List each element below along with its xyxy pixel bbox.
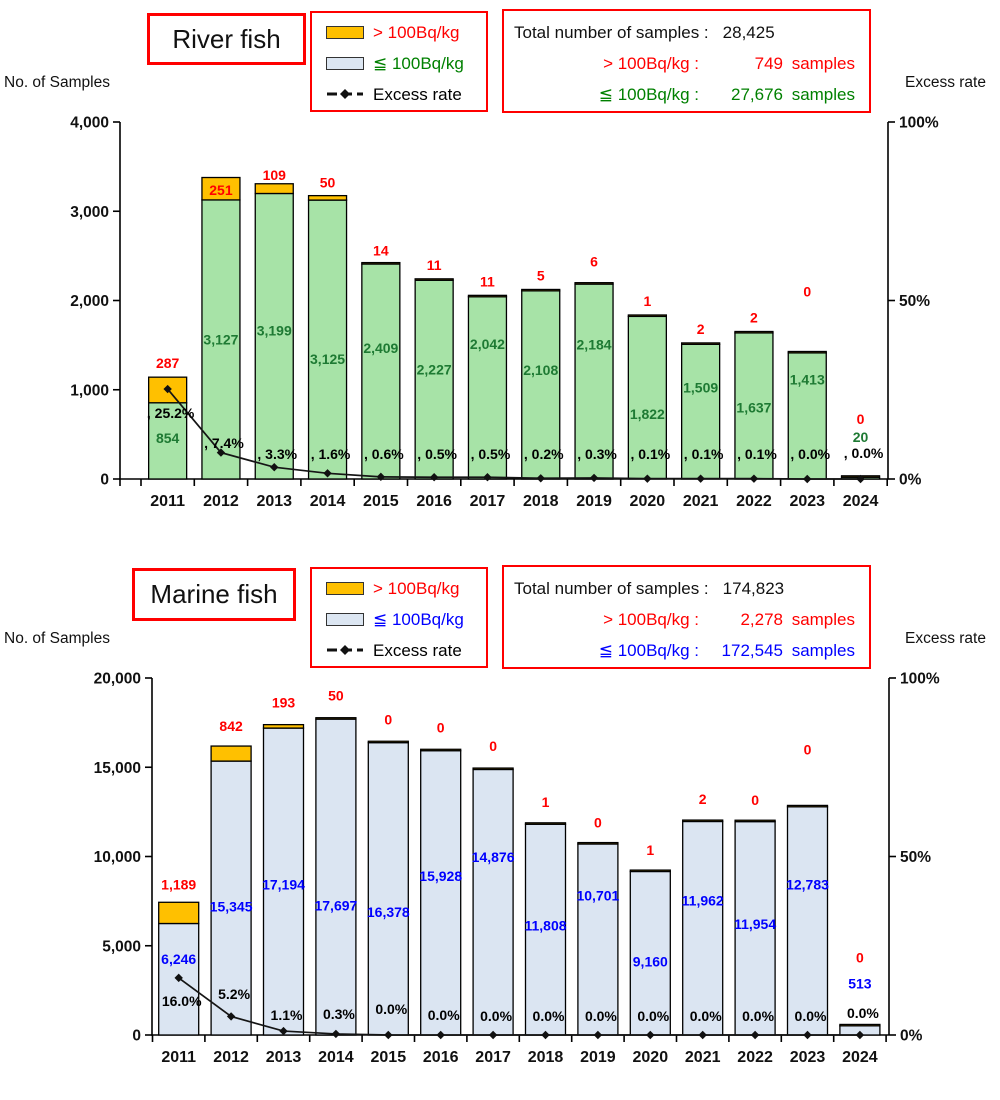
- marine-fish-chart-section: [0, 556, 1000, 1100]
- svg-text:, 0.5%: , 0.5%: [417, 446, 458, 462]
- svg-text:2016: 2016: [422, 1049, 459, 1066]
- svg-text:, 0.6%: , 0.6%: [363, 446, 404, 462]
- svg-text:0: 0: [751, 792, 759, 809]
- svg-text:6,246: 6,246: [161, 951, 197, 968]
- svg-text:0.0%: 0.0%: [584, 1008, 617, 1024]
- svg-text:, 0.0%: , 0.0%: [843, 445, 884, 461]
- svg-text:193: 193: [271, 694, 296, 711]
- svg-text:2012: 2012: [203, 493, 239, 510]
- svg-text:17,697: 17,697: [314, 897, 358, 914]
- river-stats-box: [502, 9, 871, 113]
- legend-item-under: [326, 48, 486, 79]
- svg-text:, 0.5%: , 0.5%: [470, 446, 511, 462]
- svg-text:, 0.1%: , 0.1%: [737, 446, 777, 462]
- svg-text:251: 251: [209, 181, 233, 198]
- chart-title-text: Marine fish: [150, 579, 278, 609]
- legend-rate-label: Excess rate: [373, 640, 462, 660]
- svg-text:2015: 2015: [363, 493, 399, 510]
- svg-text:12,783: 12,783: [786, 876, 829, 893]
- stats-under-unit: samples: [791, 84, 855, 104]
- stats-total-row: [514, 573, 855, 604]
- svg-text:100%: 100%: [900, 670, 940, 688]
- svg-text:15,928: 15,928: [419, 867, 463, 884]
- legend-over-label: > 100Bq/kg: [373, 22, 460, 42]
- svg-text:3,000: 3,000: [70, 203, 109, 221]
- svg-text:6: 6: [590, 253, 598, 270]
- svg-text:0.0%: 0.0%: [637, 1008, 670, 1024]
- svg-text:11: 11: [426, 256, 442, 273]
- svg-text:2018: 2018: [527, 1049, 564, 1066]
- legend-item-rate: [326, 635, 486, 666]
- svg-text:2023: 2023: [789, 1049, 826, 1066]
- svg-text:0.0%: 0.0%: [689, 1008, 722, 1024]
- svg-text:, 3.3%: , 3.3%: [257, 446, 298, 462]
- legend-item-over: [326, 17, 486, 48]
- svg-text:, 0.0%: , 0.0%: [790, 446, 831, 462]
- svg-text:0: 0: [594, 814, 602, 831]
- svg-text:2,108: 2,108: [523, 361, 559, 378]
- svg-text:11: 11: [480, 273, 495, 290]
- stats-over-row: [514, 604, 855, 635]
- svg-text:2,227: 2,227: [416, 361, 452, 378]
- stats-under-value: 27,676: [731, 84, 783, 104]
- svg-text:0.0%: 0.0%: [794, 1008, 827, 1024]
- stats-total-value: 174,823: [722, 578, 785, 598]
- svg-text:2021: 2021: [684, 1049, 721, 1066]
- svg-text:2,184: 2,184: [576, 336, 612, 353]
- svg-text:2013: 2013: [265, 1049, 302, 1066]
- svg-text:0: 0: [856, 410, 865, 427]
- svg-text:0.3%: 0.3%: [322, 1006, 355, 1022]
- svg-text:17,194: 17,194: [262, 876, 305, 893]
- svg-text:1,637: 1,637: [736, 399, 772, 416]
- svg-text:2: 2: [696, 320, 705, 337]
- stats-under-value: 172,545: [721, 640, 783, 660]
- svg-text:0%: 0%: [900, 1027, 923, 1045]
- svg-text:15,345: 15,345: [209, 898, 253, 915]
- svg-text:2022: 2022: [736, 493, 772, 510]
- legend-over-label: > 100Bq/kg: [373, 578, 460, 598]
- svg-text:3,199: 3,199: [256, 322, 292, 339]
- legend-item-rate: [326, 79, 486, 110]
- marine-stats-box: [502, 565, 871, 669]
- svg-text:, 0.1%: , 0.1%: [683, 446, 724, 462]
- svg-text:50%: 50%: [900, 849, 932, 866]
- left-axis-title: No. of Samples: [4, 74, 110, 91]
- svg-text:0: 0: [436, 719, 445, 736]
- svg-text:2,409: 2,409: [363, 339, 399, 356]
- left-axis-title: No. of Samples: [4, 630, 110, 647]
- svg-text:, 25.2%: , 25.2%: [146, 405, 195, 421]
- svg-text:2017: 2017: [475, 1049, 511, 1066]
- stats-total-row: [514, 17, 855, 48]
- stats-over-label: > 100Bq/kg :: [603, 53, 699, 73]
- svg-text:1.1%: 1.1%: [270, 1007, 303, 1023]
- svg-text:0: 0: [100, 471, 109, 489]
- stats-total-label: Total number of samples :: [514, 578, 709, 598]
- svg-text:2019: 2019: [576, 493, 612, 510]
- under-100bq-swatch-icon: [326, 57, 364, 70]
- stats-under-row: [514, 79, 855, 110]
- stats-over-value: 2,278: [740, 609, 783, 629]
- stats-over-label: > 100Bq/kg :: [603, 609, 699, 629]
- svg-text:9,160: 9,160: [632, 953, 668, 970]
- svg-text:0%: 0%: [899, 471, 922, 489]
- svg-text:1: 1: [541, 793, 550, 810]
- excess-rate-line-icon: [326, 641, 364, 661]
- stats-under-label: ≦ 100Bq/kg :: [598, 640, 699, 660]
- excess-rate-line-icon: [326, 85, 364, 105]
- svg-text:5: 5: [536, 267, 545, 284]
- svg-text:50: 50: [328, 687, 344, 704]
- svg-text:2011: 2011: [150, 493, 186, 510]
- svg-text:2018: 2018: [522, 493, 559, 510]
- svg-text:50%: 50%: [899, 293, 931, 310]
- svg-text:, 0.1%: , 0.1%: [630, 446, 671, 462]
- svg-text:2015: 2015: [370, 1049, 407, 1066]
- svg-text:2017: 2017: [469, 493, 506, 510]
- svg-text:3,125: 3,125: [310, 351, 346, 368]
- svg-text:5,000: 5,000: [102, 938, 141, 956]
- svg-text:14,876: 14,876: [471, 849, 515, 866]
- svg-text:2: 2: [698, 791, 707, 808]
- right-axis-title: Excess rate: [905, 74, 986, 91]
- svg-text:, 0.3%: , 0.3%: [577, 446, 617, 462]
- svg-text:, 0.2%: , 0.2%: [523, 446, 564, 462]
- chart-title-marine: [132, 568, 296, 621]
- svg-text:2024: 2024: [842, 493, 879, 510]
- river-legend: [310, 11, 488, 112]
- svg-text:1,413: 1,413: [789, 371, 825, 388]
- svg-text:10,000: 10,000: [93, 849, 141, 866]
- svg-text:2014: 2014: [318, 1049, 354, 1066]
- svg-text:0.0%: 0.0%: [427, 1007, 460, 1023]
- svg-text:2019: 2019: [580, 1049, 616, 1066]
- stats-over-unit: samples: [791, 609, 855, 629]
- legend-under-label: ≦ 100Bq/kg: [373, 609, 464, 629]
- svg-text:3,127: 3,127: [203, 331, 239, 348]
- svg-text:2012: 2012: [213, 1049, 249, 1066]
- svg-text:2020: 2020: [629, 493, 666, 510]
- svg-text:842: 842: [219, 718, 243, 735]
- svg-text:0: 0: [803, 741, 812, 758]
- svg-text:2016: 2016: [416, 493, 452, 510]
- stats-under-row: [514, 635, 855, 666]
- over-100bq-swatch-icon: [326, 582, 364, 595]
- svg-text:0.0%: 0.0%: [846, 1005, 879, 1021]
- stats-total-label: Total number of samples :: [514, 22, 709, 42]
- svg-text:1,000: 1,000: [70, 382, 109, 400]
- svg-text:2023: 2023: [789, 493, 826, 510]
- stats-over-row: [514, 48, 855, 79]
- svg-text:513: 513: [848, 975, 872, 992]
- svg-text:2011: 2011: [161, 1049, 197, 1066]
- svg-text:2,000: 2,000: [70, 293, 109, 310]
- svg-text:0.0%: 0.0%: [480, 1008, 513, 1024]
- svg-text:, 7.4%: , 7.4%: [204, 435, 244, 451]
- svg-text:109: 109: [262, 166, 286, 183]
- legend-item-over: [326, 573, 486, 604]
- under-100bq-swatch-icon: [326, 613, 364, 626]
- svg-text:0: 0: [132, 1027, 141, 1045]
- chart-title-river: [147, 13, 306, 65]
- svg-text:14: 14: [373, 242, 389, 259]
- svg-text:, 1.6%: , 1.6%: [310, 446, 351, 462]
- svg-text:100%: 100%: [899, 114, 939, 132]
- svg-text:2014: 2014: [309, 493, 346, 510]
- svg-text:1,822: 1,822: [629, 405, 665, 422]
- svg-text:5.2%: 5.2%: [218, 986, 251, 1002]
- svg-text:4,000: 4,000: [70, 114, 109, 132]
- stats-over-unit: samples: [791, 53, 855, 73]
- svg-text:0.0%: 0.0%: [532, 1008, 565, 1024]
- svg-text:16,378: 16,378: [366, 904, 410, 921]
- svg-text:0: 0: [856, 949, 864, 966]
- svg-text:11,962: 11,962: [681, 892, 724, 909]
- stats-over-value: 749: [754, 53, 783, 73]
- svg-text:16.0%: 16.0%: [161, 993, 202, 1009]
- svg-text:15,000: 15,000: [93, 759, 141, 777]
- svg-text:854: 854: [155, 429, 180, 446]
- chart-title-text: River fish: [172, 23, 281, 54]
- svg-text:0.0%: 0.0%: [742, 1008, 775, 1024]
- svg-text:0: 0: [803, 283, 812, 300]
- svg-text:1,189: 1,189: [161, 876, 197, 893]
- svg-text:0: 0: [489, 738, 497, 755]
- svg-text:2,042: 2,042: [469, 336, 505, 353]
- svg-text:287: 287: [155, 355, 180, 372]
- stats-under-unit: samples: [791, 640, 855, 660]
- svg-text:11,808: 11,808: [524, 917, 567, 934]
- svg-text:20: 20: [852, 428, 869, 445]
- stats-total-value: 28,425: [722, 22, 775, 42]
- svg-text:1: 1: [646, 842, 655, 859]
- right-axis-title: Excess rate: [905, 630, 986, 647]
- svg-text:20,000: 20,000: [93, 670, 141, 688]
- marine-legend: [310, 567, 488, 668]
- svg-text:2024: 2024: [842, 1049, 878, 1066]
- stats-under-label: ≦ 100Bq/kg :: [598, 84, 699, 104]
- svg-text:2013: 2013: [256, 493, 293, 510]
- svg-text:2021: 2021: [682, 493, 719, 510]
- over-100bq-swatch-icon: [326, 26, 364, 39]
- svg-text:1,509: 1,509: [683, 379, 719, 396]
- svg-text:2: 2: [750, 309, 758, 326]
- svg-text:1: 1: [643, 292, 652, 309]
- svg-text:0: 0: [384, 711, 393, 728]
- svg-text:10,701: 10,701: [576, 887, 620, 904]
- legend-item-under: [326, 604, 486, 635]
- svg-text:11,954: 11,954: [734, 916, 777, 933]
- legend-rate-label: Excess rate: [373, 84, 462, 104]
- svg-text:0.0%: 0.0%: [375, 1001, 408, 1017]
- svg-text:2022: 2022: [737, 1049, 773, 1066]
- svg-text:50: 50: [319, 174, 336, 191]
- legend-under-label: ≦ 100Bq/kg: [373, 53, 464, 73]
- svg-text:2020: 2020: [632, 1049, 669, 1066]
